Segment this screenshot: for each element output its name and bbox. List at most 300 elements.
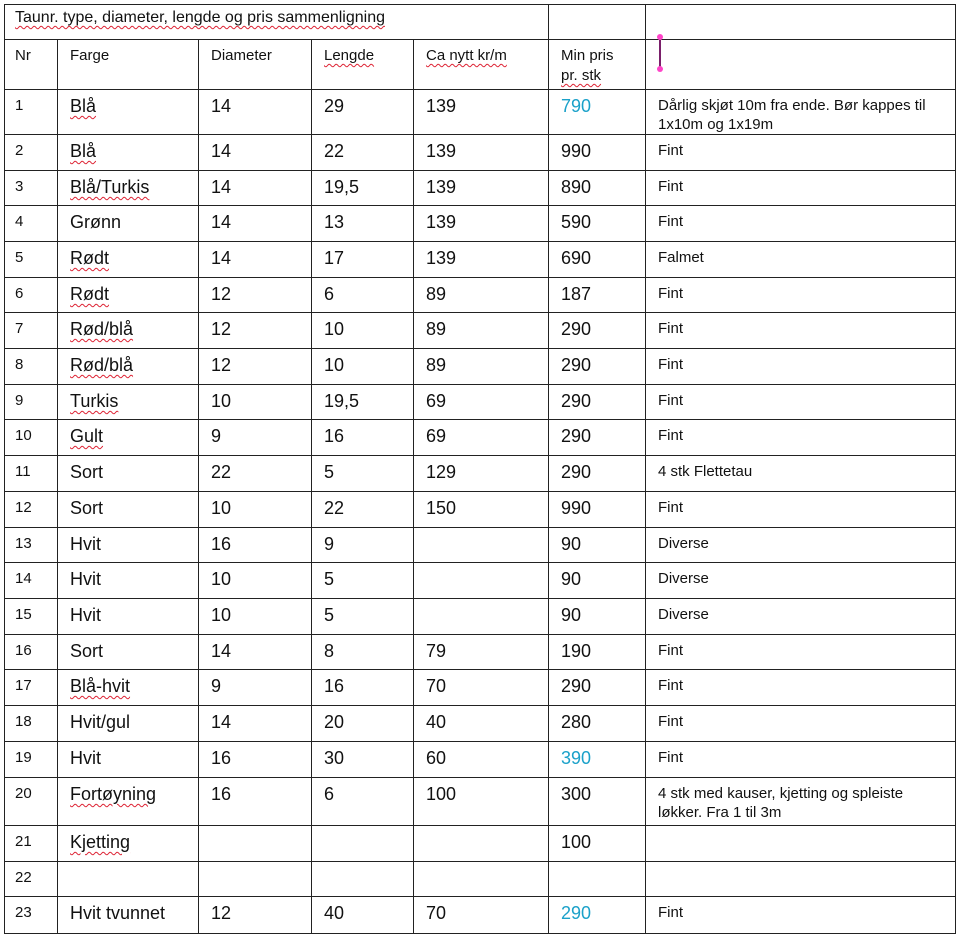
table-row [5,742,956,778]
cursor-handle-bottom [657,66,663,72]
min-pris-value: 390 [561,748,592,768]
kommentar-value: Fint [658,142,684,159]
farge-value: Sort [70,498,104,518]
diameter-value: 12 [211,355,232,375]
cell-ca-nytt[interactable] [414,599,549,635]
cell-diameter[interactable] [199,242,312,278]
cell-diameter[interactable] [199,563,312,599]
lengde-value: 29 [324,96,345,116]
diameter-value: 10 [211,605,232,625]
cell-kommentar[interactable] [646,742,956,778]
ca-nytt-value: 89 [426,355,447,375]
ca-nytt-value: 89 [426,284,447,304]
header-min-pris-line2: pr. stk [561,67,602,84]
table-row [5,706,956,742]
ca-nytt-value: 70 [426,903,447,923]
cell-farge[interactable] [58,171,199,206]
ca-nytt-value: 100 [426,784,457,804]
diameter-value: 14 [211,96,232,116]
min-pris-value: 280 [561,712,592,732]
cell-farge[interactable] [58,313,199,349]
table-row [5,242,956,278]
farge-value: Blå-hvit [70,676,131,696]
cell-farge[interactable] [58,862,199,897]
header-diameter[interactable]: Diameter [199,40,312,90]
diameter-value: 14 [211,141,232,161]
cell-lengde[interactable] [312,742,414,778]
cell-ca-nytt[interactable] [414,862,549,897]
cell-farge[interactable] [58,706,199,742]
cell-lengde[interactable] [312,278,414,313]
nr-value: 19 [15,749,32,766]
cell-diameter[interactable] [199,706,312,742]
cell-lengde[interactable] [312,242,414,278]
cell-nr[interactable] [5,862,58,897]
farge-value: Hvit [70,534,101,554]
cell-lengde[interactable] [312,385,414,420]
cell-kommentar[interactable] [646,313,956,349]
cell-kommentar[interactable] [646,826,956,862]
kommentar-value: Fint [658,677,684,694]
nr-value: 7 [15,320,24,337]
cell-lengde[interactable] [312,206,414,242]
lengde-value: 5 [324,462,335,482]
farge-value: Turkis [70,391,119,411]
cell-diameter[interactable] [199,492,312,528]
table-row [5,635,956,670]
farge-value: Sort [70,462,104,482]
min-pris-value: 190 [561,641,592,661]
cell-lengde[interactable] [312,826,414,862]
diameter-value: 16 [211,784,232,804]
cell-nr[interactable] [5,635,58,670]
header-ca-nytt[interactable]: Ca nytt kr/m [414,40,549,90]
cell-lengde[interactable] [312,670,414,706]
cell-kommentar[interactable] [646,135,956,171]
lengde-value: 6 [324,784,335,804]
cell-farge[interactable] [58,278,199,313]
nr-value: 14 [15,570,32,587]
diameter-value: 16 [211,748,232,768]
table-body [5,5,956,934]
nr-value: 4 [15,213,24,230]
cell-min-pris[interactable] [549,90,646,135]
cell-nr[interactable] [5,242,58,278]
cell-diameter[interactable] [199,135,312,171]
cursor-line [659,37,661,69]
nr-value: 12 [15,499,32,516]
header-nr[interactable]: Nr [5,40,58,90]
cell-farge[interactable] [58,599,199,635]
kommentar-value: Fint [658,392,684,409]
cell-min-pris[interactable] [549,599,646,635]
nr-value: 17 [15,677,32,694]
cell-lengde[interactable] [312,456,414,492]
cell-nr[interactable] [5,385,58,420]
cell-nr[interactable] [5,778,58,826]
cell-nr[interactable] [5,742,58,778]
cell-nr[interactable] [5,278,58,313]
farge-value: Rødt [70,248,110,268]
lengde-value: 5 [324,569,335,589]
ca-nytt-value [414,599,548,605]
kommentar-value: Fint [658,213,684,230]
cell-lengde[interactable] [312,862,414,897]
cell-min-pris[interactable] [549,456,646,492]
diameter-value: 10 [211,498,232,518]
farge-value: Hvit [70,605,101,625]
cell-min-pris[interactable] [549,278,646,313]
cell-nr[interactable] [5,670,58,706]
cell-diameter[interactable] [199,349,312,385]
cell-lengde[interactable] [312,635,414,670]
cell-kommentar[interactable] [646,563,956,599]
cell-ca-nytt[interactable] [414,778,549,826]
cell-lengde[interactable] [312,897,414,934]
cell-farge[interactable] [58,349,199,385]
ca-nytt-value: 129 [426,462,457,482]
cell-kommentar[interactable] [646,528,956,563]
cell-lengde[interactable] [312,563,414,599]
min-pris-value: 90 [561,605,582,625]
cell-diameter[interactable] [199,385,312,420]
cell-kommentar[interactable] [646,492,956,528]
cell-nr[interactable] [5,599,58,635]
cell-ca-nytt[interactable] [414,278,549,313]
cell-lengde[interactable] [312,706,414,742]
cell-diameter[interactable] [199,635,312,670]
lengde-value: 17 [324,248,345,268]
min-pris-value: 690 [561,248,592,268]
ca-nytt-value: 69 [426,426,447,446]
cell-nr[interactable] [5,420,58,456]
cell-farge[interactable] [58,826,199,862]
cell-min-pris[interactable] [549,528,646,563]
cell-min-pris[interactable] [549,706,646,742]
cell-min-pris[interactable] [549,492,646,528]
cell-ca-nytt[interactable] [414,706,549,742]
cell-min-pris[interactable] [549,862,646,897]
ca-nytt-value: 139 [426,248,457,268]
table-title: Taunr. type, diameter, lengde og pris sammenligning [15,9,385,26]
table-row [5,456,956,492]
cell-diameter[interactable] [199,742,312,778]
diameter-value: 14 [211,212,232,232]
cell-farge[interactable] [58,635,199,670]
lengde-value: 13 [324,212,345,232]
cell-min-pris[interactable] [549,742,646,778]
cell-lengde[interactable] [312,528,414,563]
cell-lengde[interactable] [312,420,414,456]
cell-farge[interactable] [58,778,199,826]
cell-min-pris[interactable] [549,420,646,456]
farge-value: Grønn [70,212,122,232]
cell-diameter[interactable] [199,528,312,563]
cell-ca-nytt[interactable] [414,171,549,206]
cell-kommentar[interactable] [646,171,956,206]
cell-diameter[interactable] [199,171,312,206]
nr-value: 5 [15,249,24,266]
cell-ca-nytt[interactable] [414,670,549,706]
kommentar-value: Fint [658,285,684,302]
min-pris-value: 990 [561,498,592,518]
cell-lengde[interactable] [312,599,414,635]
cell-diameter[interactable] [199,897,312,934]
cell-ca-nytt[interactable] [414,313,549,349]
min-pris-value: 100 [561,832,592,852]
cell-farge[interactable] [58,670,199,706]
ca-nytt-value: 139 [426,141,457,161]
min-pris-value: 290 [561,319,592,339]
cell-farge[interactable] [58,456,199,492]
cell-diameter[interactable] [199,862,312,897]
kommentar-value: Fint [658,713,684,730]
cell-farge[interactable] [58,492,199,528]
cell-diameter[interactable] [199,278,312,313]
cell-kommentar[interactable] [646,420,956,456]
cell-farge[interactable] [58,206,199,242]
header-min-pris[interactable] [549,40,646,90]
cell-nr[interactable] [5,706,58,742]
cell-nr[interactable] [5,456,58,492]
lengde-value: 6 [324,284,335,304]
rope-price-table [4,4,956,934]
diameter-value: 12 [211,319,232,339]
cell-min-pris[interactable] [549,670,646,706]
lengde-value: 8 [324,641,335,661]
min-pris-value: 290 [561,391,592,411]
table-row [5,135,956,171]
lengde-value: 10 [324,355,345,375]
title-empty-cell[interactable] [646,5,956,40]
ca-nytt-value: 139 [426,177,457,197]
cell-kommentar[interactable] [646,862,956,897]
cell-lengde[interactable] [312,349,414,385]
cell-diameter[interactable] [199,670,312,706]
cell-ca-nytt[interactable] [414,635,549,670]
cell-ca-nytt[interactable] [414,349,549,385]
cell-lengde[interactable] [312,90,414,135]
cell-farge[interactable] [58,385,199,420]
cell-min-pris[interactable] [549,385,646,420]
table-row [5,420,956,456]
cell-diameter[interactable] [199,826,312,862]
ca-nytt-value: 89 [426,319,447,339]
kommentar-value: Fint [658,499,684,516]
farge-value: Hvit/gul [70,712,131,732]
diameter-value: 9 [211,426,222,446]
cell-ca-nytt[interactable] [414,242,549,278]
cell-lengde[interactable] [312,492,414,528]
min-pris-value: 290 [561,462,592,482]
kommentar-value: Fint [658,320,684,337]
min-pris-value: 90 [561,569,582,589]
cell-farge[interactable] [58,135,199,171]
diameter-value: 9 [211,676,222,696]
cell-kommentar[interactable] [646,670,956,706]
cell-min-pris[interactable] [549,206,646,242]
cell-farge[interactable] [58,90,199,135]
nr-value: 13 [15,535,32,552]
cell-nr[interactable] [5,492,58,528]
cell-ca-nytt[interactable] [414,206,549,242]
min-pris-value: 590 [561,212,592,232]
cell-nr[interactable] [5,563,58,599]
min-pris-value: 90 [561,534,582,554]
cell-ca-nytt[interactable] [414,385,549,420]
diameter-value: 14 [211,177,232,197]
cell-min-pris[interactable] [549,313,646,349]
min-pris-value: 990 [561,141,592,161]
cell-kommentar[interactable] [646,90,956,135]
cell-kommentar[interactable] [646,349,956,385]
cell-min-pris[interactable] [549,171,646,206]
lengde-value [312,862,413,868]
cell-farge[interactable] [58,528,199,563]
cell-kommentar[interactable] [646,206,956,242]
cell-ca-nytt[interactable] [414,563,549,599]
cell-diameter[interactable] [199,420,312,456]
min-pris-value: 790 [561,96,592,116]
header-lengde[interactable]: Lengde [312,40,414,90]
cell-lengde[interactable] [312,313,414,349]
cell-farge[interactable] [58,420,199,456]
nr-value: 2 [15,142,24,159]
nr-value: 20 [15,785,32,802]
title-empty-cell[interactable] [549,5,646,40]
farge-value: Hvit [70,569,101,589]
kommentar-value: Falmet [658,249,704,266]
diameter-value [199,862,311,868]
cell-kommentar[interactable] [646,897,956,934]
header-kommentar[interactable] [646,40,956,90]
diameter-value: 10 [211,391,232,411]
cell-diameter[interactable] [199,778,312,826]
ca-nytt-value: 79 [426,641,447,661]
cell-nr[interactable] [5,135,58,171]
cell-lengde[interactable] [312,171,414,206]
cell-lengde[interactable] [312,135,414,171]
kommentar-value: Fint [658,904,684,921]
table-row [5,385,956,420]
cell-min-pris[interactable] [549,778,646,826]
farge-value: Rød/blå [70,355,134,375]
min-pris-value: 290 [561,426,592,446]
ca-nytt-value: 139 [426,96,457,116]
farge-value: Rød/blå [70,319,134,339]
lengde-value [312,826,413,832]
kommentar-value: Diverse [658,535,709,552]
cell-lengde[interactable] [312,778,414,826]
cell-nr[interactable] [5,826,58,862]
header-farge[interactable]: Farge [58,40,199,90]
farge-value: Blå/Turkis [70,177,150,197]
cell-farge[interactable] [58,897,199,934]
farge-value [58,862,198,868]
lengde-value: 16 [324,676,345,696]
cell-kommentar[interactable] [646,242,956,278]
cell-ca-nytt[interactable] [414,742,549,778]
nr-value: 6 [15,285,24,302]
cell-min-pris[interactable] [549,349,646,385]
cell-diameter[interactable] [199,90,312,135]
cell-nr[interactable] [5,897,58,934]
cell-ca-nytt[interactable] [414,492,549,528]
cell-diameter[interactable] [199,456,312,492]
cell-nr[interactable] [5,528,58,563]
cell-nr[interactable] [5,90,58,135]
cell-ca-nytt[interactable] [414,528,549,563]
cell-farge[interactable] [58,742,199,778]
cell-ca-nytt[interactable] [414,826,549,862]
cell-farge[interactable] [58,242,199,278]
cell-nr[interactable] [5,171,58,206]
cell-kommentar[interactable] [646,278,956,313]
cell-diameter[interactable] [199,599,312,635]
cell-kommentar[interactable] [646,706,956,742]
lengde-value: 20 [324,712,345,732]
cell-ca-nytt[interactable] [414,90,549,135]
cell-ca-nytt[interactable] [414,456,549,492]
cell-kommentar[interactable] [646,778,956,826]
cell-min-pris[interactable] [549,242,646,278]
cell-kommentar[interactable] [646,385,956,420]
nr-value: 9 [15,392,24,409]
farge-value: Rødt [70,284,110,304]
ca-nytt-value: 60 [426,748,447,768]
header-min-pris-line1: Min pris [561,47,614,64]
ca-nytt-value [414,826,548,832]
nr-value: 15 [15,606,32,623]
cell-kommentar[interactable] [646,635,956,670]
nr-value: 23 [15,904,32,921]
nr-value: 16 [15,642,32,659]
cell-min-pris[interactable] [549,135,646,171]
cell-kommentar[interactable] [646,456,956,492]
min-pris-value: 290 [561,903,592,923]
title-cell[interactable] [5,5,549,40]
cell-nr[interactable] [5,313,58,349]
table-row [5,492,956,528]
table-row [5,313,956,349]
lengde-value: 16 [324,426,345,446]
table-resize-cursor[interactable] [657,34,663,72]
cell-diameter[interactable] [199,313,312,349]
cell-kommentar[interactable] [646,599,956,635]
cell-min-pris[interactable] [549,635,646,670]
cell-ca-nytt[interactable] [414,420,549,456]
kommentar-value: Fint [658,642,684,659]
cell-nr[interactable] [5,349,58,385]
lengde-value: 30 [324,748,345,768]
cell-ca-nytt[interactable] [414,135,549,171]
diameter-value: 14 [211,641,232,661]
kommentar-value: Fint [658,356,684,373]
farge-value: Blå [70,141,97,161]
cell-nr[interactable] [5,206,58,242]
table-row [5,171,956,206]
cell-min-pris[interactable] [549,826,646,862]
ca-nytt-value: 139 [426,212,457,232]
ca-nytt-value: 70 [426,676,447,696]
cell-diameter[interactable] [199,206,312,242]
min-pris-value [549,862,645,868]
cell-min-pris[interactable] [549,897,646,934]
cell-farge[interactable] [58,563,199,599]
cell-min-pris[interactable] [549,563,646,599]
cell-ca-nytt[interactable] [414,897,549,934]
diameter-value [199,826,311,832]
